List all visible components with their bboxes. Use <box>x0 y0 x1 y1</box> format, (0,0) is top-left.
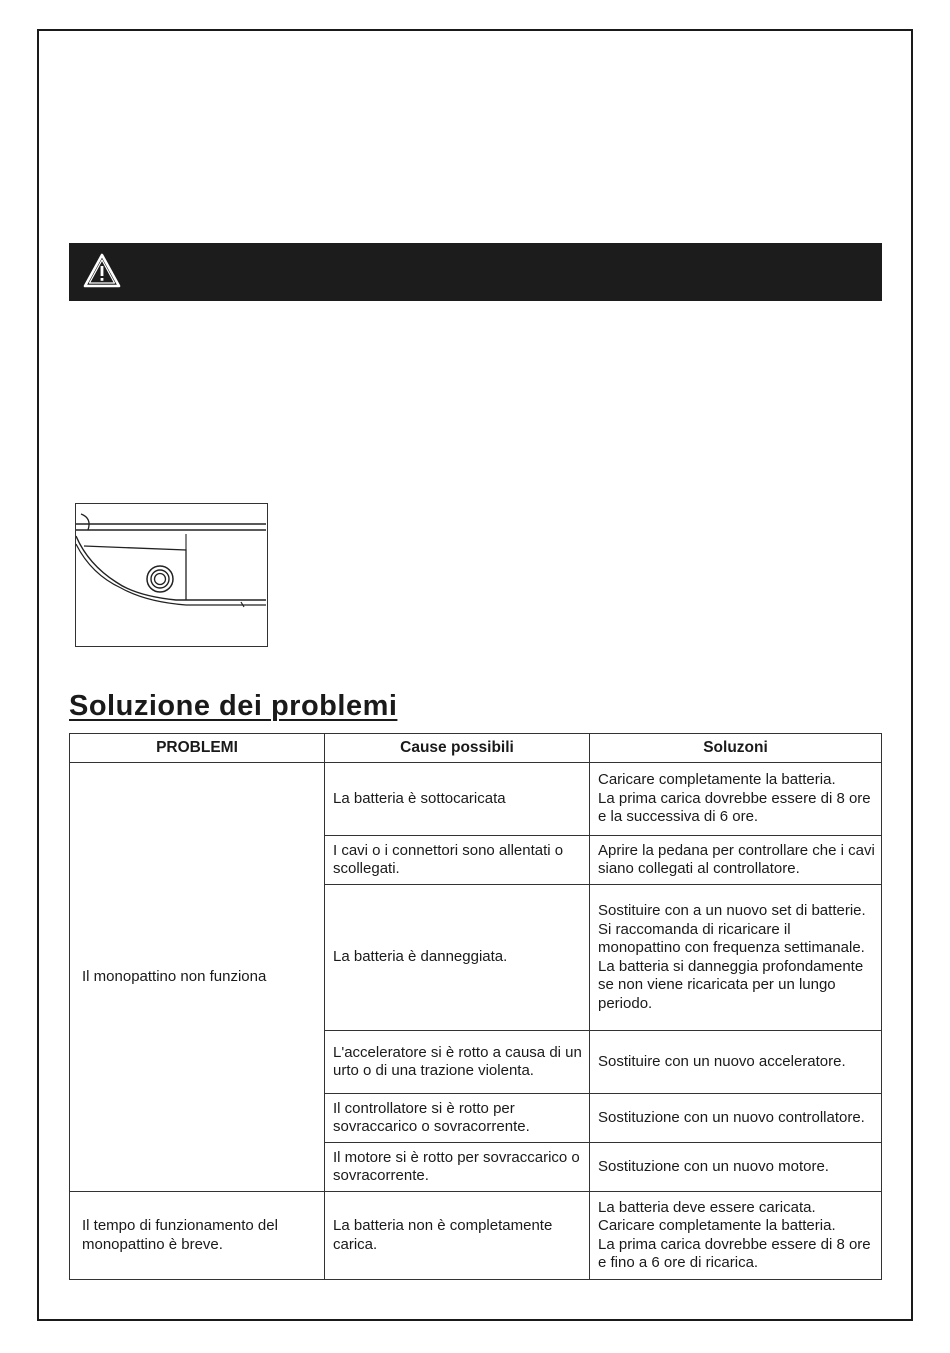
cause-cell: La batteria è danneggiata. <box>325 885 590 1031</box>
problem-cell: Il tempo di funzionamento del monopattino è breve. <box>70 1192 325 1280</box>
header-causes: Cause possibili <box>325 734 590 763</box>
solution-cell <box>590 885 882 1031</box>
cause-cell: La batteria è sottocaricata <box>325 763 590 836</box>
solution-cell <box>590 1192 882 1280</box>
solution-text: Caricare completamente la batteria. <box>598 771 836 789</box>
solution-text: Aprire la pedana per controllare che i cavi siano collegati al controllatore. <box>598 841 875 877</box>
table-header-row <box>70 734 882 763</box>
cause-cell: Il controllatore si è rotto per sovraccarico o sovracorrente. <box>325 1094 590 1143</box>
solution-text: La prima carica dovrebbe essere di 8 ore e la successiva di 6 ore. <box>598 789 871 826</box>
solution-cell <box>590 1094 882 1143</box>
troubleshooting-table <box>69 733 882 1280</box>
cause-cell: Il motore si è rotto per sovraccarico o sovracorrente. <box>325 1143 590 1192</box>
cause-cell: La batteria non è completamente carica. <box>325 1192 590 1280</box>
problem-cell: Il monopattino non funziona <box>70 763 325 1192</box>
solution-cell <box>590 763 882 836</box>
solution-text: Sostituire con un nuovo acceleratore. <box>598 1052 846 1070</box>
table-row <box>70 763 882 836</box>
page-title: Soluzione dei problemi <box>69 690 398 722</box>
solution-text: Si raccomanda di ricaricare il monopattino con frequenza settimanale. La batteria si danneggia profondamente se non viene ricaricata per un lungo periodo. <box>598 920 865 1012</box>
solution-text: Caricare completamente la batteria. <box>598 1217 836 1234</box>
scooter-deck-drawing <box>76 504 266 645</box>
warning-banner <box>69 243 882 301</box>
header-solutions: Soluzoni <box>590 734 882 763</box>
cause-cell: I cavi o i connettori sono allentati o scollegati. <box>325 836 590 885</box>
header-problems: PROBLEMI <box>70 734 325 763</box>
solution-cell <box>590 836 882 885</box>
cause-cell: L'acceleratore si è rotto a causa di un urto o di una trazione violenta. <box>325 1031 590 1094</box>
solution-cell <box>590 1031 882 1094</box>
solution-text: La batteria deve essere caricata. <box>598 1198 816 1216</box>
solution-text: Sostituzione con un nuovo motore. <box>598 1157 829 1175</box>
charging-port-illustration <box>75 503 268 647</box>
solution-text: Sostituire con a un nuovo set di batterie. <box>598 902 866 919</box>
solution-cell <box>590 1143 882 1192</box>
table-row <box>70 1192 882 1280</box>
solution-text: Sostituzione con un nuovo controllatore. <box>598 1108 865 1126</box>
solution-text: La prima carica dovrebbe essere di 8 ore e fino a 6 ore di ricarica. <box>598 1235 871 1271</box>
warning-triangle-icon <box>82 252 122 290</box>
